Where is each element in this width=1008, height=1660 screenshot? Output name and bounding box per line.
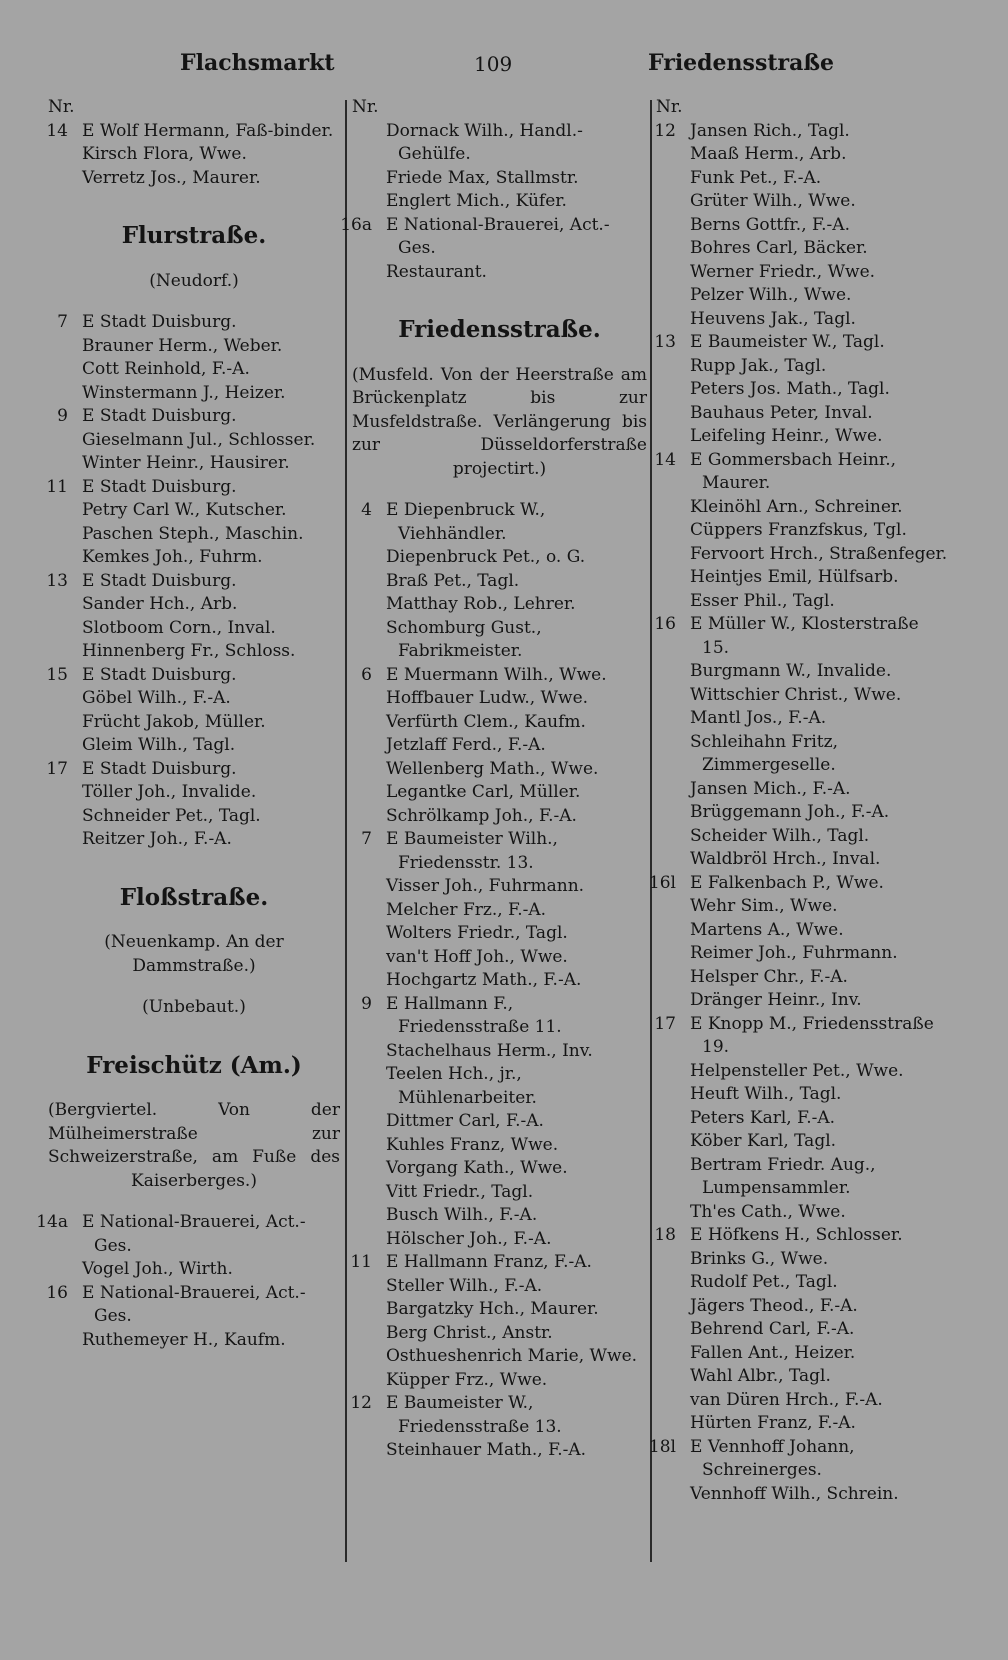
entry-text: E National-Brauerei, Act.-Ges.	[82, 1212, 306, 1256]
entry-text: Reitzer Joh., F.-A.	[82, 829, 232, 849]
resident-entry	[656, 308, 950, 332]
column-2	[340, 96, 647, 1463]
house-entry	[648, 872, 950, 896]
entry-text: E National-Brauerei, Act.-Ges.	[386, 214, 610, 258]
resident-entry	[352, 617, 647, 664]
house-number: 17	[654, 1013, 676, 1034]
resident-entry	[352, 1204, 647, 1228]
entry-text: Berns Gottfr., F.-A.	[690, 214, 850, 235]
resident-entry	[48, 546, 340, 570]
house-number: 12	[654, 120, 676, 141]
entry-text: E Höfkens H., Schlosser.	[690, 1225, 903, 1245]
resident-entry	[656, 942, 950, 966]
resident-entry	[656, 966, 950, 990]
entry-text: E Vennhoff Johann, Schreinerges.	[690, 1436, 855, 1480]
resident-entry	[656, 1201, 950, 1225]
entry-text: Winstermann J., Heizer.	[82, 382, 286, 403]
resident-entry	[656, 801, 950, 825]
resident-entry	[352, 1345, 647, 1369]
resident-entry	[656, 1318, 950, 1342]
entry-text: Martens A., Wwe.	[690, 919, 844, 940]
house-number: 13	[654, 332, 676, 352]
entry-text: Esser Phil., Tagl.	[690, 590, 835, 611]
entry-text: Frücht Jakob, Müller.	[82, 711, 266, 732]
resident-entry	[656, 778, 950, 802]
entry-text: Vitt Friedr., Tagl.	[386, 1181, 534, 1202]
entry-text: Grüter Wilh., Wwe.	[690, 191, 856, 211]
entry-text: Legantke Carl, Müller.	[386, 782, 581, 802]
entry-text: Wolters Friedr., Tagl.	[386, 923, 568, 943]
entry-text: Slotboom Corn., Inval.	[82, 617, 276, 638]
house-number: 9	[57, 406, 68, 426]
street-note: (Musfeld. Von der Heerstraße am Brückenplatz bis zur Musfeldstraße. Verlängerung bis zur Düsseldorferstraße projectirt.)	[352, 364, 647, 479]
entry-text: Bertram Friedr. Aug., Lumpensammler.	[690, 1154, 876, 1198]
resident-entry	[656, 660, 950, 684]
resident-entry	[352, 734, 647, 758]
house-number: 4	[361, 500, 372, 520]
house-entry	[48, 311, 340, 335]
entry-text: Sander Hch., Arb.	[82, 594, 238, 614]
resident-entry	[352, 190, 647, 214]
entry-text: Wittschier Christ., Wwe.	[690, 684, 902, 705]
entry-text: E Wolf Hermann, Faß-binder.	[82, 120, 334, 141]
resident-entry	[656, 1483, 950, 1507]
house-number: 6	[361, 664, 372, 685]
entry-text: Köber Karl, Tagl.	[690, 1131, 837, 1151]
house-entry	[352, 499, 647, 546]
entry-text: Dränger Heinr., Inv.	[690, 990, 862, 1010]
house-number: 11	[350, 1252, 372, 1272]
entry-text: Petry Carl W., Kutscher.	[82, 500, 287, 520]
entry-text: Diepenbruck Pet., o. G.	[386, 547, 586, 567]
resident-entry	[656, 402, 950, 426]
resident-entry	[656, 190, 950, 214]
resident-entry	[48, 382, 340, 406]
resident-entry	[352, 1181, 647, 1205]
resident-entry	[352, 805, 647, 829]
entry-text: Heuvens Jak., Tagl.	[690, 308, 856, 329]
entry-text: E Baumeister Wilh., Friedensstr. 13.	[386, 829, 558, 873]
entry-text: Leifeling Heinr., Wwe.	[690, 426, 883, 446]
entry-text: Vennhoff Wilh., Schrein.	[690, 1483, 899, 1504]
house-entry	[48, 758, 340, 782]
street-heading: Friedensstraße.	[398, 316, 601, 343]
resident-entry	[656, 237, 950, 261]
entry-text: E Hallmann F., Friedensstraße 11.	[386, 993, 562, 1037]
entry-text: Brüggemann Joh., F.-A.	[690, 802, 890, 822]
house-entry	[352, 993, 647, 1040]
resident-entry	[48, 805, 340, 829]
resident-entry	[352, 758, 647, 782]
street-heading: Flurstraße.	[121, 222, 267, 249]
entry-text: Vorgang Kath., Wwe.	[386, 1158, 568, 1178]
house-entry	[48, 1282, 340, 1329]
resident-entry	[656, 543, 950, 567]
entry-text: Matthay Rob., Lehrer.	[386, 594, 576, 614]
entry-text: Jetzlaff Ferd., F.-A.	[386, 735, 546, 755]
resident-entry	[656, 1248, 950, 1272]
entry-text: Winter Heinr., Hausirer.	[82, 453, 290, 473]
entry-text: E Stadt Duisburg.	[82, 570, 237, 591]
resident-entry	[656, 425, 950, 449]
entry-text: Schleihahn Fritz, Zimmergeselle.	[690, 731, 838, 775]
running-head-left: Flachsmarkt	[180, 50, 335, 76]
entry-text: Teelen Hch., jr., Mühlenarbeiter.	[386, 1064, 537, 1108]
resident-entry	[656, 261, 950, 285]
resident-entry	[656, 1342, 950, 1366]
house-entry	[656, 1013, 950, 1060]
entry-text: Hinnenberg Fr., Schloss.	[82, 641, 296, 661]
entry-text: E Falkenbach P., Wwe.	[690, 872, 884, 893]
resident-entry	[48, 143, 340, 167]
entry-text: Peters Karl, F.-A.	[690, 1107, 836, 1128]
resident-entry	[352, 875, 647, 899]
entry-text: Th'es Cath., Wwe.	[690, 1201, 846, 1222]
resident-entry	[656, 1154, 950, 1201]
resident-entry	[656, 1271, 950, 1295]
resident-entry	[352, 1063, 647, 1110]
house-entry	[352, 828, 647, 875]
resident-entry	[656, 848, 950, 872]
entry-text: Ruthemeyer H., Kaufm.	[82, 1329, 286, 1350]
resident-entry	[352, 1275, 647, 1299]
house-entry	[656, 613, 950, 660]
entry-text: Visser Joh., Fuhrmann.	[386, 876, 585, 896]
page-number: 109	[474, 52, 513, 76]
house-entry	[656, 1224, 950, 1248]
house-entry	[48, 405, 340, 429]
house-number: 15	[46, 664, 68, 685]
resident-entry	[656, 1365, 950, 1389]
resident-entry	[352, 1228, 647, 1252]
entry-text: Mantl Jos., F.-A.	[690, 708, 827, 728]
house-number: 14a	[36, 1212, 68, 1232]
entry-text: E Stadt Duisburg.	[82, 312, 237, 332]
entry-text: Friede Max, Stallmstr.	[386, 167, 579, 188]
street-note: (Unbebaut.)	[142, 997, 246, 1017]
resident-entry	[352, 1439, 647, 1463]
entry-text: Restaurant.	[386, 261, 487, 282]
resident-entry	[352, 946, 647, 970]
entry-text: Dittmer Carl, F.-A.	[386, 1111, 544, 1131]
resident-entry	[352, 1322, 647, 1346]
resident-entry	[352, 1298, 647, 1322]
resident-entry	[352, 1157, 647, 1181]
entry-text: Steller Wilh., F.-A.	[386, 1275, 543, 1296]
resident-entry	[352, 899, 647, 923]
entry-text: Reimer Joh., Fuhrmann.	[690, 943, 898, 963]
resident-entry	[352, 570, 647, 594]
entry-text: Heuft Wilh., Tagl.	[690, 1084, 842, 1104]
resident-entry	[352, 969, 647, 993]
entry-text: Peters Jos. Math., Tagl.	[690, 379, 890, 399]
house-entry	[48, 664, 340, 688]
house-number: 9	[361, 993, 372, 1014]
running-head-right: Friedensstraße	[648, 50, 835, 76]
resident-entry	[48, 640, 340, 664]
resident-entry	[352, 687, 647, 711]
entry-text: E Hallmann Franz, F.-A.	[386, 1252, 592, 1272]
entry-text: Funk Pet., F.-A.	[690, 167, 822, 188]
entry-text: Busch Wilh., F.-A.	[386, 1205, 538, 1225]
resident-entry	[352, 1040, 647, 1064]
house-entry	[340, 214, 647, 261]
street-note: (Neudorf.)	[149, 270, 239, 291]
entry-text: Fervoort Hrch., Straßenfeger.	[690, 543, 948, 564]
entry-text: Verretz Jos., Maurer.	[82, 167, 261, 188]
entry-text: E National-Brauerei, Act.-Ges.	[82, 1282, 306, 1326]
entry-text: E Stadt Duisburg.	[82, 406, 237, 426]
entry-text: E Muermann Wilh., Wwe.	[386, 664, 607, 685]
entry-text: Küpper Frz., Wwe.	[386, 1369, 548, 1390]
resident-entry	[656, 895, 950, 919]
entry-text: Kuhles Franz, Wwe.	[386, 1134, 559, 1155]
entry-text: Kirsch Flora, Wwe.	[82, 144, 247, 164]
resident-entry	[352, 1110, 647, 1134]
resident-entry	[656, 1389, 950, 1413]
resident-entry	[352, 922, 647, 946]
house-entry	[36, 1211, 340, 1258]
resident-entry	[48, 687, 340, 711]
entry-text: Schomburg Gust., Fabrikmeister.	[386, 617, 542, 661]
house-entry	[48, 476, 340, 500]
resident-entry	[656, 731, 950, 778]
entry-text: Wahl Albr., Tagl.	[690, 1366, 831, 1386]
resident-entry	[656, 167, 950, 191]
house-number: 7	[57, 312, 68, 332]
entry-text: Werner Friedr., Wwe.	[690, 261, 876, 282]
entry-text: Rupp Jak., Tagl.	[690, 355, 827, 376]
house-entry	[656, 331, 950, 355]
resident-entry	[352, 546, 647, 570]
column-3	[648, 96, 950, 1506]
resident-entry	[656, 214, 950, 238]
house-entry	[352, 1251, 647, 1275]
resident-entry	[656, 919, 950, 943]
resident-entry	[352, 261, 647, 285]
entry-text: Wehr Sim., Wwe.	[690, 896, 838, 916]
resident-entry	[48, 429, 340, 453]
entry-text: Töller Joh., Invalide.	[82, 782, 257, 802]
resident-entry	[656, 566, 950, 590]
column-1	[36, 96, 340, 1352]
entry-text: Wellenberg Math., Wwe.	[386, 758, 599, 779]
entry-text: Melcher Frz., F.-A.	[386, 899, 547, 920]
house-entry	[352, 1392, 647, 1439]
house-number: 16a	[340, 214, 372, 235]
entry-text: Paschen Steph., Maschin.	[82, 523, 304, 544]
resident-entry	[48, 1329, 340, 1353]
entry-text: Hochgartz Math., F.-A.	[386, 970, 582, 990]
entry-text: E Stadt Duisburg.	[82, 664, 237, 685]
resident-entry	[656, 1130, 950, 1154]
entry-text: Kemkes Joh., Fuhrm.	[82, 547, 263, 567]
nr-label: Nr.	[656, 97, 683, 117]
house-entry	[656, 120, 950, 144]
house-number: 16	[654, 614, 676, 634]
entry-text: Bauhaus Peter, Inval.	[690, 402, 873, 423]
street-heading: Floßstraße.	[119, 883, 269, 911]
entry-text: Verfürth Clem., Kaufm.	[386, 711, 586, 732]
entry-text: Gieselmann Jul., Schlosser.	[82, 429, 316, 450]
resident-entry	[48, 499, 340, 523]
resident-entry	[48, 828, 340, 852]
entry-text: Fallen Ant., Heizer.	[690, 1342, 856, 1363]
nr-label: Nr.	[352, 97, 379, 117]
resident-entry	[656, 284, 950, 308]
entry-text: Heintjes Emil, Hülfsarb.	[690, 567, 899, 587]
entry-text: Hürten Franz, F.-A.	[690, 1413, 856, 1433]
entry-text: E Diepenbruck W., Viehhändler.	[386, 500, 546, 544]
resident-entry	[352, 120, 647, 167]
entry-text: Burgmann W., Invalide.	[690, 661, 892, 681]
house-entry	[648, 1436, 950, 1483]
resident-entry	[48, 1258, 340, 1282]
resident-entry	[352, 711, 647, 735]
resident-entry	[48, 593, 340, 617]
entry-text: E Stadt Duisburg.	[82, 476, 237, 497]
entry-text: Gleim Wilh., Tagl.	[82, 735, 236, 755]
resident-entry	[656, 378, 950, 402]
resident-entry	[352, 1369, 647, 1393]
resident-entry	[656, 1295, 950, 1319]
entry-text: Brauner Herm., Weber.	[82, 335, 283, 356]
entry-text: Schrölkamp Joh., F.-A.	[386, 805, 577, 826]
house-entry	[352, 664, 647, 688]
house-number: 11	[46, 476, 68, 497]
resident-entry	[656, 143, 950, 167]
resident-entry	[48, 523, 340, 547]
entry-text: Schneider Pet., Tagl.	[82, 805, 261, 826]
resident-entry	[656, 1083, 950, 1107]
entry-text: Pelzer Wilh., Wwe.	[690, 285, 852, 305]
entry-text: van't Hoff Joh., Wwe.	[386, 946, 568, 967]
resident-entry	[656, 1412, 950, 1436]
house-entry	[656, 449, 950, 496]
resident-entry	[48, 335, 340, 359]
resident-entry	[656, 1107, 950, 1131]
entry-text: Hoffbauer Ludw., Wwe.	[386, 688, 589, 708]
resident-entry	[48, 617, 340, 641]
resident-entry	[656, 590, 950, 614]
entry-text: Jansen Mich., F.-A.	[690, 778, 851, 799]
resident-entry	[656, 707, 950, 731]
resident-entry	[352, 1134, 647, 1158]
entry-text: Stachelhaus Herm., Inv.	[386, 1040, 593, 1061]
house-entry	[48, 120, 340, 144]
entry-text: Braß Pet., Tagl.	[386, 570, 520, 591]
resident-entry	[656, 989, 950, 1013]
entry-text: Göbel Wilh., F.-A.	[82, 688, 231, 708]
entry-text: Waldbröl Hrch., Inval.	[690, 849, 881, 869]
house-number: 16	[46, 1282, 68, 1303]
entry-text: Rudolf Pet., Tagl.	[690, 1272, 838, 1292]
street-note: (Bergviertel. Von der Mülheimerstraße zur Schweizerstraße, am Fuße des Kaiserberges.)	[48, 1100, 340, 1191]
resident-entry	[656, 519, 950, 543]
entry-text: E Baumeister W., Friedensstraße 13.	[386, 1393, 562, 1437]
entry-text: Cott Reinhold, F.-A.	[82, 359, 250, 379]
entry-text: Jansen Rich., Tagl.	[690, 120, 850, 141]
house-number: 13	[46, 570, 68, 591]
street-note: (Neuenkamp. An der Dammstraße.)	[104, 932, 284, 976]
house-number: 16l	[648, 872, 676, 893]
entry-text: Steinhauer Math., F.-A.	[386, 1440, 587, 1460]
entry-text: Jägers Theod., F.-A.	[690, 1295, 858, 1316]
resident-entry	[656, 1060, 950, 1084]
entry-text: E Gommersbach Heinr., Maurer.	[690, 449, 897, 493]
house-number: 7	[361, 829, 372, 849]
entry-text: Helpensteller Pet., Wwe.	[690, 1060, 904, 1081]
resident-entry	[48, 167, 340, 191]
house-number: 12	[350, 1393, 372, 1413]
nr-label: Nr.	[48, 97, 75, 117]
entry-text: Berg Christ., Anstr.	[386, 1322, 553, 1343]
entry-text: Vogel Joh., Wirth.	[82, 1259, 233, 1279]
entry-text: Helsper Chr., F.-A.	[690, 966, 848, 987]
entry-text: Maaß Herm., Arb.	[690, 144, 847, 164]
resident-entry	[48, 734, 340, 758]
entry-text: Bargatzky Hch., Maurer.	[386, 1299, 599, 1319]
resident-entry	[48, 358, 340, 382]
entry-text: Kleinöhl Arn., Schreiner.	[690, 496, 903, 517]
resident-entry	[352, 781, 647, 805]
street-heading: Freischütz (Am.)	[86, 1051, 302, 1079]
entry-text: van Düren Hrch., F.-A.	[690, 1389, 883, 1410]
entry-text: Hölscher Joh., F.-A.	[386, 1228, 552, 1249]
house-number: 18l	[648, 1436, 676, 1457]
house-number: 18	[654, 1225, 676, 1245]
entry-text: E Baumeister W., Tagl.	[690, 332, 885, 352]
house-number: 14	[654, 449, 676, 470]
entry-text: E Stadt Duisburg.	[82, 758, 237, 779]
entry-text: Scheider Wilh., Tagl.	[690, 825, 870, 846]
resident-entry	[48, 711, 340, 735]
entry-text: Behrend Carl, F.-A.	[690, 1319, 855, 1339]
entry-text: Osthueshenrich Marie, Wwe.	[386, 1346, 638, 1366]
entry-text: E Müller W., Klosterstraße 15.	[690, 614, 919, 658]
entry-text: E Knopp M., Friedensstraße 19.	[690, 1013, 934, 1057]
house-number: 14	[46, 120, 68, 141]
house-entry	[48, 570, 340, 594]
resident-entry	[48, 452, 340, 476]
resident-entry	[656, 825, 950, 849]
entry-text: Englert Mich., Küfer.	[386, 191, 567, 211]
resident-entry	[352, 593, 647, 617]
house-number: 17	[46, 758, 68, 779]
resident-entry	[656, 355, 950, 379]
entry-text: Dornack Wilh., Handl.-Gehülfe.	[386, 120, 583, 164]
entry-text: Bohres Carl, Bäcker.	[690, 238, 868, 258]
resident-entry	[48, 781, 340, 805]
resident-entry	[656, 684, 950, 708]
entry-text: Cüppers Franzfskus, Tgl.	[690, 520, 907, 540]
resident-entry	[656, 496, 950, 520]
resident-entry	[352, 167, 647, 191]
entry-text: Brinks G., Wwe.	[690, 1248, 829, 1269]
column-rule	[650, 100, 652, 1562]
